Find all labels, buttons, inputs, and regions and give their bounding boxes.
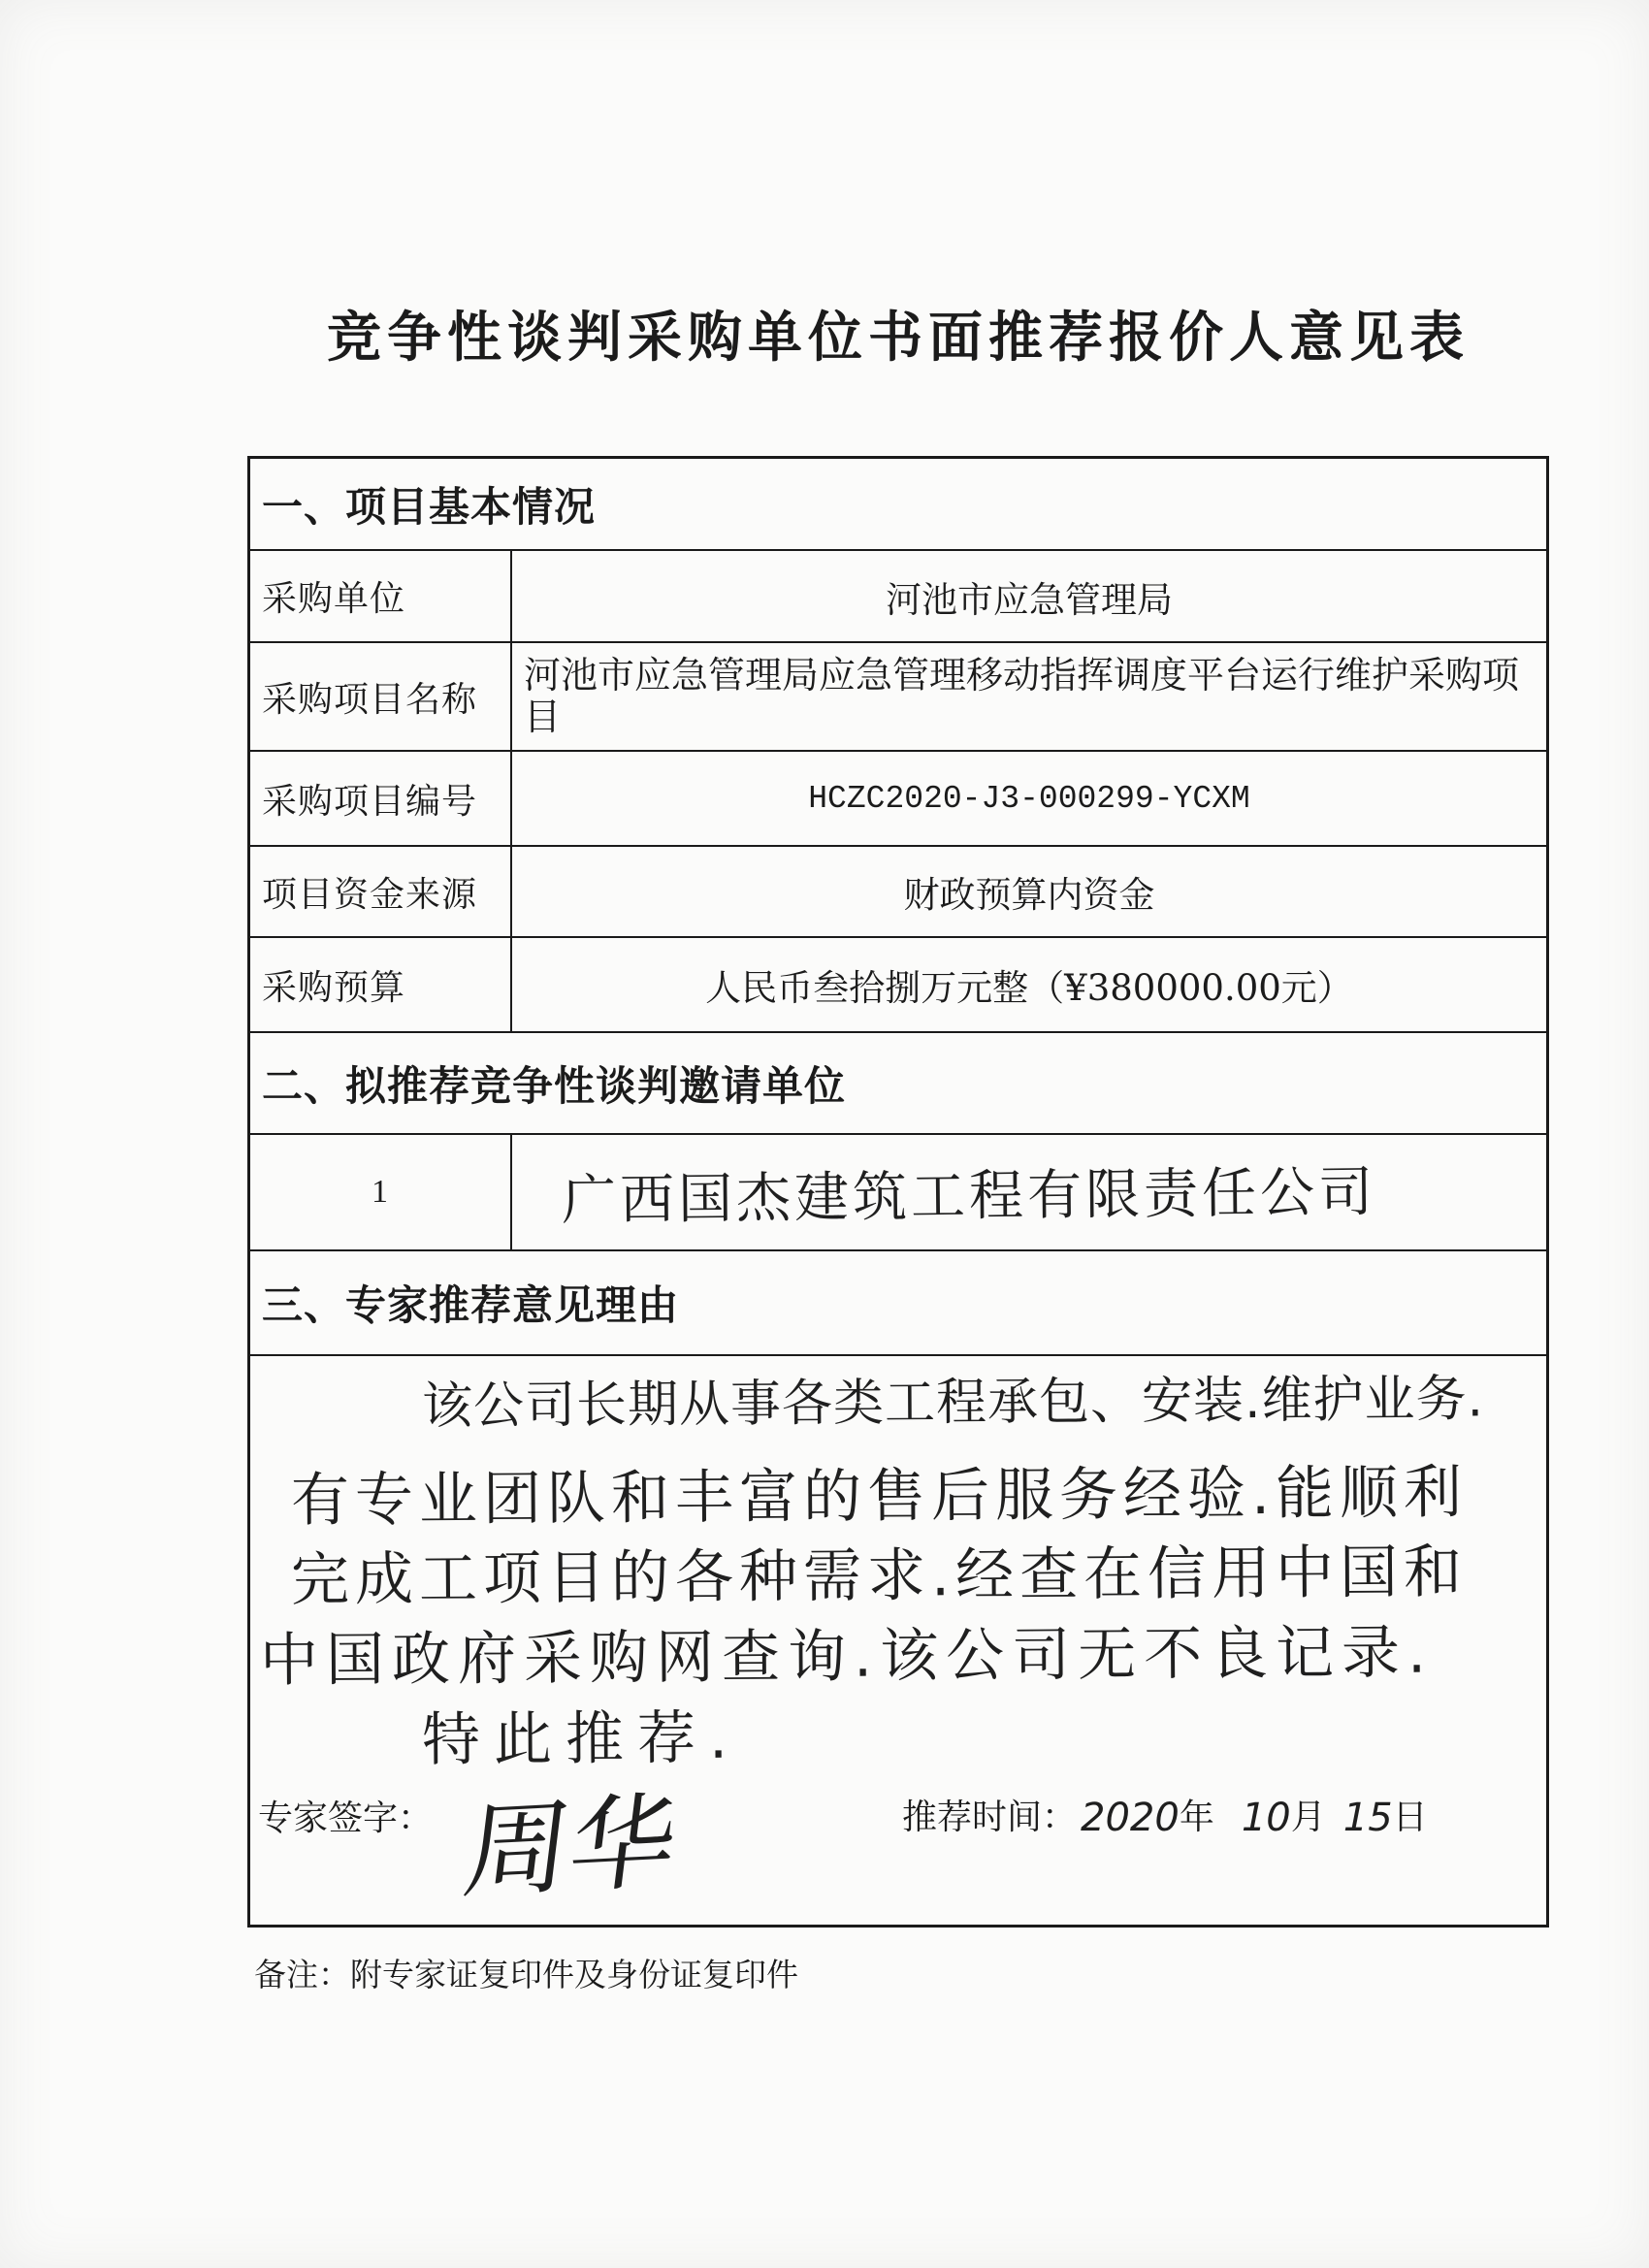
signature-label: 专家签字： [258, 1798, 434, 1838]
row-budget [250, 938, 1546, 1033]
row-fund-source [250, 847, 1546, 938]
date-label: 推荐时间： [902, 1798, 1078, 1837]
row-project-name [250, 643, 1546, 752]
row-recommended-unit [250, 1135, 1546, 1251]
project-number-label: 采购项目编号 [250, 752, 512, 845]
expert-signature: 周华 [457, 1781, 684, 1914]
opinion-form-table [247, 456, 1549, 1928]
date-month: 10 [1241, 1796, 1291, 1840]
recommended-unit-name: 广西国杰建筑工程有限责任公司 [561, 1160, 1377, 1233]
opinion-line: 该公司长期从事各类工程承包、安装.维护业务. [421, 1370, 1485, 1436]
recommended-unit-cell [512, 1135, 1546, 1249]
opinion-line: 完成工项目的各种需求.经查在信用中国和 [290, 1538, 1469, 1614]
purchasing-unit-label: 采购单位 [250, 551, 512, 641]
section1-heading: 一、项目基本情况 [250, 459, 1546, 551]
opinion-line: 中国政府采购网查询.该公司无不良记录. [259, 1618, 1435, 1695]
recommend-date [902, 1795, 1428, 1841]
recommended-unit-index: 1 [250, 1135, 512, 1249]
date-day-unit: 日 [1392, 1798, 1428, 1837]
date-month-unit: 月 [1290, 1798, 1326, 1837]
fund-source-value: 财政预算内资金 [903, 874, 1155, 916]
opinion-line: 有专业团队和丰富的售后服务经验.能顺利 [290, 1458, 1469, 1535]
fund-source-label: 项目资金来源 [250, 847, 512, 936]
budget-label: 采购预算 [250, 938, 512, 1031]
project-name-value: 河池市应急管理局应急管理移动指挥调度平台运行维护采购项目 [524, 654, 1520, 738]
project-number-value: HCZC2020-J3-000299-YCXM [808, 780, 1250, 817]
footnote: 备注：附专家证复印件及身份证复印件 [254, 1956, 798, 1993]
row-purchasing-unit [250, 551, 1546, 643]
opinion-box [250, 1356, 1546, 1925]
section2-heading: 二、拟推荐竞争性谈判邀请单位 [250, 1033, 1546, 1135]
date-day: 15 [1342, 1796, 1393, 1840]
row-project-number [250, 752, 1546, 847]
project-name-label: 采购项目名称 [250, 643, 512, 750]
purchasing-unit-value: 河池市应急管理局 [886, 578, 1173, 621]
date-year-unit: 年 [1179, 1798, 1214, 1837]
budget-value: 人民币叁拾捌万元整（¥380000.00元） [705, 967, 1353, 1009]
section3-heading: 三、专家推荐意见理由 [250, 1251, 1546, 1356]
date-year: 2020 [1081, 1796, 1180, 1840]
document-title: 竞争性谈判采购单位书面推荐报价人意见表 [327, 306, 1470, 370]
opinion-line: 特此推荐. [421, 1703, 742, 1774]
